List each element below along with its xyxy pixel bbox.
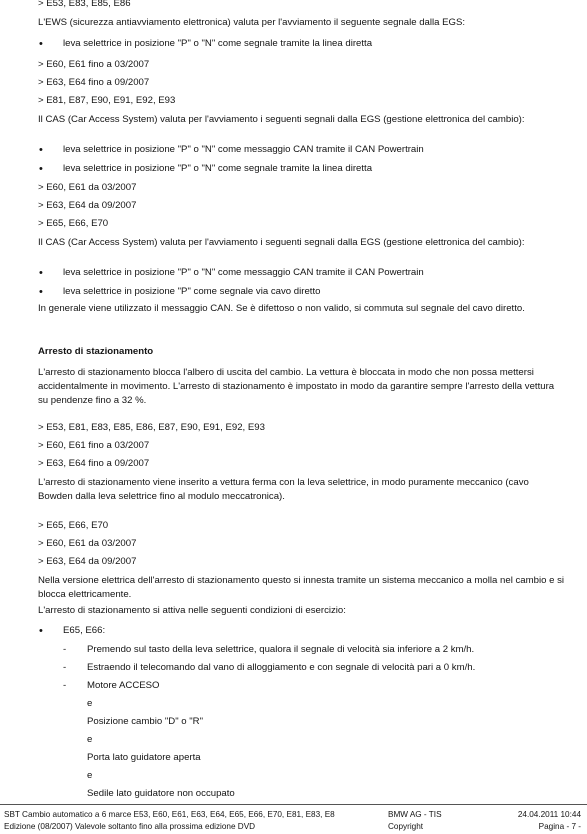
paragraph: L'arresto di stazionamento si attiva nelle seguenti condizioni di esercizio: — [38, 605, 346, 616]
bullet-marker: • — [39, 286, 43, 298]
model-list: > E65, E66, E70 — [38, 520, 109, 531]
paragraph: Il CAS (Car Access System) valuta per l'avviamento i seguenti segnali dalla EGS (gestione elettronica del cambio): — [38, 237, 525, 248]
paragraph: L'EWS (sicurezza antiavviamento elettronica) valuta per l'avviamento il seguente segnale dalla EGS: — [38, 17, 466, 28]
paragraph: In generale viene utilizzato il messaggio CAN. Se è difettoso o non valido, si commuta sul segnale del cavo diretto. — [38, 303, 525, 314]
paragraph: L'arresto di stazionamento blocca l'albero di uscita del cambio. La vettura è bloccata in modo che non possa mettersi accidentalmente in movimento. L'arresto di stazionamento è impostato in modo da garantire sempre l'arresto della vettura su pendenze fino a 32 %. — [38, 367, 555, 406]
model-list: > E53, E83, E85, E86 — [38, 0, 131, 9]
footer-publisher: BMW AG - TIS — [388, 810, 442, 819]
sub-item: Estraendo il telecomando dal vano di alloggiamento e con segnale di velocità pari a 0 km/h. — [87, 662, 476, 673]
model-list: > E65, E66, E70 — [38, 218, 109, 229]
sub-item: Premendo sul tasto della leva selettrice, qualora il segnale di velocità sia inferiore a 2 km/h. — [87, 644, 475, 655]
bullet-marker: • — [39, 625, 43, 637]
condition-line: Porta lato guidatore aperta — [87, 752, 201, 763]
sub-item: Motore ACCESO — [87, 680, 160, 691]
bullet-item: leva selettrice in posizione "P" o "N" come messaggio CAN tramite il CAN Powertrain — [63, 267, 424, 278]
footer-doc-title: SBT Cambio automatico a 6 marce E53, E60, E61, E63, E64, E65, E66, E70, E81, E83, E8 — [4, 810, 335, 819]
condition-connector: e — [87, 698, 93, 709]
model-list: > E63, E64 fino a 09/2007 — [38, 458, 150, 469]
footer-copyright: Copyright — [388, 822, 424, 831]
model-list: > E63, E64 da 09/2007 — [38, 200, 137, 211]
model-list: > E63, E64 da 09/2007 — [38, 556, 137, 567]
paragraph: L'arresto di stazionamento viene inserito a vettura ferma con la leva selettrice, in modo puramente meccanico (cavo Bowden dalla leva selettrice fino al modulo meccatronica). — [38, 477, 529, 502]
dash-marker: - — [63, 662, 67, 673]
bullet-item: leva selettrice in posizione "P" o "N" come segnale tramite la linea diretta — [63, 38, 373, 49]
condition-connector: e — [87, 770, 93, 781]
model-list: > E53, E81, E83, E85, E86, E87, E90, E91, E92, E93 — [38, 422, 265, 433]
condition-line: Sedile lato guidatore non occupato — [87, 788, 235, 799]
section-heading: Arresto di stazionamento — [38, 346, 154, 357]
dash-marker: - — [63, 680, 67, 691]
model-list: > E60, E61 fino a 03/2007 — [38, 59, 150, 70]
model-list: > E60, E61 da 03/2007 — [38, 182, 137, 193]
footer-edition: Edizione (08/2007) Valevole soltanto fino alla prossima edizione DVD — [4, 822, 256, 831]
bullet-marker: • — [39, 267, 43, 279]
bullet-item: leva selettrice in posizione "P" o "N" come messaggio CAN tramite il CAN Powertrain — [63, 144, 424, 155]
bullet-marker: • — [39, 144, 43, 156]
bullet-item: leva selettrice in posizione "P" o "N" come segnale tramite la linea diretta — [63, 163, 373, 174]
paragraph: Nella versione elettrica dell'arresto di stazionamento questo si innesta tramite un sistema meccanico a molla nel cambio e si blocca elettricamente. — [38, 575, 565, 600]
footer-page-number: Pagina - 7 - — [538, 822, 581, 831]
bullet-item: leva selettrice in posizione "P" come segnale via cavo diretto — [63, 286, 321, 297]
condition-line: Posizione cambio "D" o "R" — [87, 716, 204, 727]
model-list: > E63, E64 fino a 09/2007 — [38, 77, 150, 88]
dash-marker: - — [63, 644, 67, 655]
footer-divider — [0, 804, 587, 805]
model-list: > E60, E61 da 03/2007 — [38, 538, 137, 549]
footer-date: 24.04.2011 10:44 — [517, 810, 581, 819]
bullet-marker: • — [39, 38, 43, 50]
model-list: > E60, E61 fino a 03/2007 — [38, 440, 150, 451]
condition-connector: e — [87, 734, 93, 745]
paragraph: Il CAS (Car Access System) valuta per l'avviamento i seguenti segnali dalla EGS (gestione elettronica del cambio): — [38, 114, 525, 125]
bullet-marker: • — [39, 163, 43, 175]
bullet-item: E65, E66: — [63, 625, 106, 636]
model-list: > E81, E87, E90, E91, E92, E93 — [38, 95, 176, 106]
